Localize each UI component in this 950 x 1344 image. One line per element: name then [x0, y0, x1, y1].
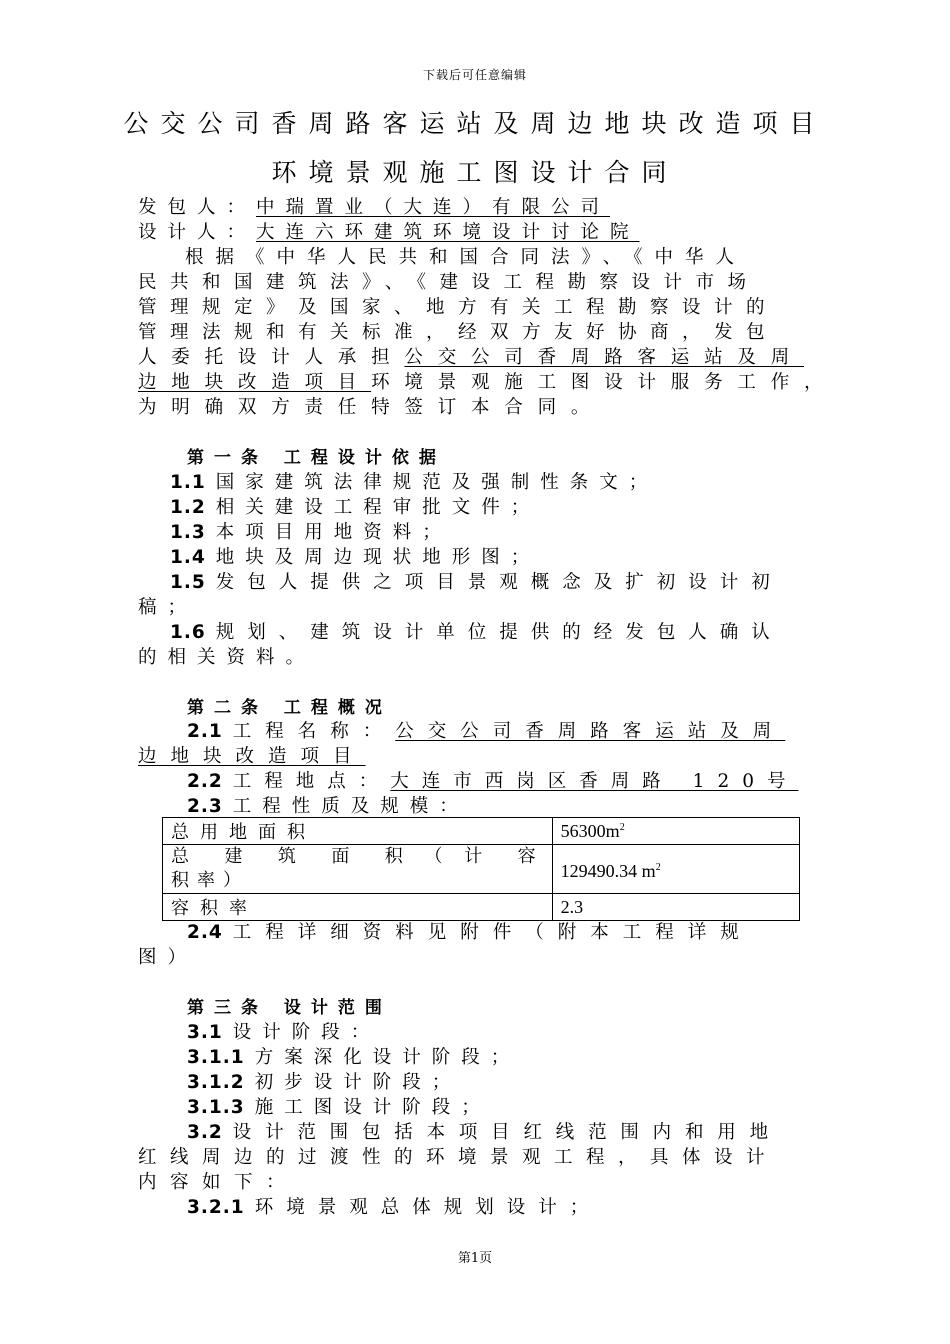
project-scale-table [162, 817, 800, 921]
article3-title: 第三条 设计范围 [187, 998, 392, 1018]
item-number: 3.1.3 [187, 1097, 245, 1118]
article3-item [187, 1021, 867, 1045]
article1-item [170, 496, 850, 520]
client-label: 发包人： [138, 197, 257, 218]
article3-item [187, 1046, 867, 1070]
item-number: 3.1.1 [187, 1047, 245, 1068]
intro-line-1: 根据《中华人民共和国合同法》、《中华人 [185, 247, 747, 268]
article3-item-cont: 内容如下： [138, 1172, 299, 1193]
article1-item [170, 571, 818, 595]
item-text: 规划、建筑设计单位提供的经发包人确认 [215, 622, 783, 643]
article1-item-cont: 的相关资料。 [138, 647, 316, 668]
intro-line-2: 民共和国建筑法》、《建设工程勘察设计市场 [138, 272, 760, 293]
article3-item [187, 1121, 818, 1145]
article1-title: 第一条 工程设计依据 [187, 448, 446, 468]
article2-item-attachment-cont: 图） [138, 947, 198, 968]
item-label: 工程名称： [232, 721, 396, 742]
article2-title: 第二条 工程概况 [187, 698, 392, 718]
table-row [163, 894, 800, 921]
article2-item-scale [187, 795, 867, 819]
item-label: 工程地点： [232, 771, 391, 792]
document-title-line2: 环境景观施工图设计合同 [271, 158, 679, 187]
designer-line [138, 221, 818, 245]
article2-item-attachment [187, 921, 818, 945]
table-row [163, 818, 800, 845]
article2-item-location [187, 770, 867, 794]
designer-label: 设计人： [138, 222, 257, 243]
item-text: 方案深化设计阶段； [254, 1047, 521, 1068]
intro-line-5-text: 人委托设计人承担 [138, 347, 405, 368]
item-text: 相关建设工程审批文件； [215, 497, 541, 518]
table-cell-value: $56300m^2$ [552, 818, 799, 845]
item-text: 本项目用地资料； [215, 522, 452, 543]
item-value: 大连市西岗区香周路 120号 [390, 771, 799, 792]
article1-item [170, 471, 850, 495]
item-text: 地块及周边现状地形图； [215, 547, 541, 568]
item-number: 2.4 [187, 922, 223, 943]
item-number: 3.2 [187, 1122, 223, 1143]
intro-line-4: 管理法规和有关标准，经双方友好协商，发包 [138, 322, 779, 343]
item-text: 设计阶段： [232, 1022, 381, 1043]
item-label: 工程性质及规模： [232, 796, 469, 817]
article1-item-cont: 稿； [138, 597, 198, 618]
item-text: 设计范围包括本项目红线范围内和用地 [232, 1122, 782, 1143]
project-name-part2: 边地块改造项目 [138, 372, 372, 393]
intro-line-7: 为明确双方责任特签订本合同。 [138, 397, 605, 418]
item-number: 3.1.2 [187, 1072, 245, 1093]
article3-item [187, 1196, 867, 1220]
table-cell-label: 容积率 [163, 894, 553, 921]
article1-item [170, 621, 818, 645]
item-number: 1.3 [170, 522, 206, 543]
item-text: 发包人提供之项目景观概念及扩初设计初 [215, 572, 783, 593]
table-cell-value: 129490.34 $m^2$ [552, 845, 799, 894]
item-number: 1.4 [170, 547, 206, 568]
intro-line-6-text: 环境景观施工图设计服务工作， [371, 372, 838, 393]
article3-item-cont: 红线周边的过渡性的环境景观工程，具体设计 [138, 1147, 779, 1168]
item-text: 环境景观总体规划设计； [254, 1197, 602, 1218]
article3-item [187, 1071, 867, 1095]
article3-item [187, 1096, 867, 1120]
table-cell-label: 总 建 筑 面 积 （ 计 容 积率） [163, 845, 553, 894]
project-name-part1: 公交公司香周路客运站及周 [404, 347, 805, 368]
client-line [138, 196, 818, 220]
item-text: 工程详细资料见附件（附本工程详规 [232, 922, 753, 943]
intro-line-5 [138, 346, 818, 370]
item-number: 2.1 [187, 721, 223, 742]
item-number: 3.1 [187, 1022, 223, 1043]
client-name: 中瑞置业（大连）有限公司 [256, 197, 611, 218]
designer-name: 大连六环建筑环境设计讨论院 [256, 222, 640, 243]
item-number: 1.6 [170, 622, 206, 643]
item-number: 1.2 [170, 497, 206, 518]
article2-item-name-cont [138, 745, 818, 769]
item-number: 1.5 [170, 572, 206, 593]
page-header-note: 下载后可任意编辑 [422, 68, 527, 82]
item-number: 3.2.1 [187, 1197, 245, 1218]
page-number: 第1页 [457, 1251, 493, 1266]
item-value: 公交公司香周路客运站及周 [395, 721, 786, 742]
item-text: 初步设计阶段； [254, 1072, 462, 1093]
item-value-cont: 边地块改造项目 [138, 746, 366, 767]
item-number: 1.1 [170, 472, 206, 493]
item-number: 2.2 [187, 771, 223, 792]
table-cell-value: 2.3 [552, 894, 799, 921]
intro-line-3: 管理规定》及国家、地方有关工程勘察设计的 [138, 297, 779, 318]
article1-item [170, 546, 850, 570]
item-number: 2.3 [187, 796, 223, 817]
item-text: 施工图设计阶段； [254, 1097, 491, 1118]
article1-item [170, 521, 850, 545]
document-title-line1: 公交公司香周路客运站及周边地块改造项目 [123, 109, 827, 138]
table-cell-label: 总用地面积 [163, 818, 553, 845]
intro-line-6 [138, 371, 838, 395]
article2-item-name [187, 720, 818, 744]
item-text: 国家建筑法律规范及强制性条文； [215, 472, 659, 493]
table-row [163, 845, 800, 894]
